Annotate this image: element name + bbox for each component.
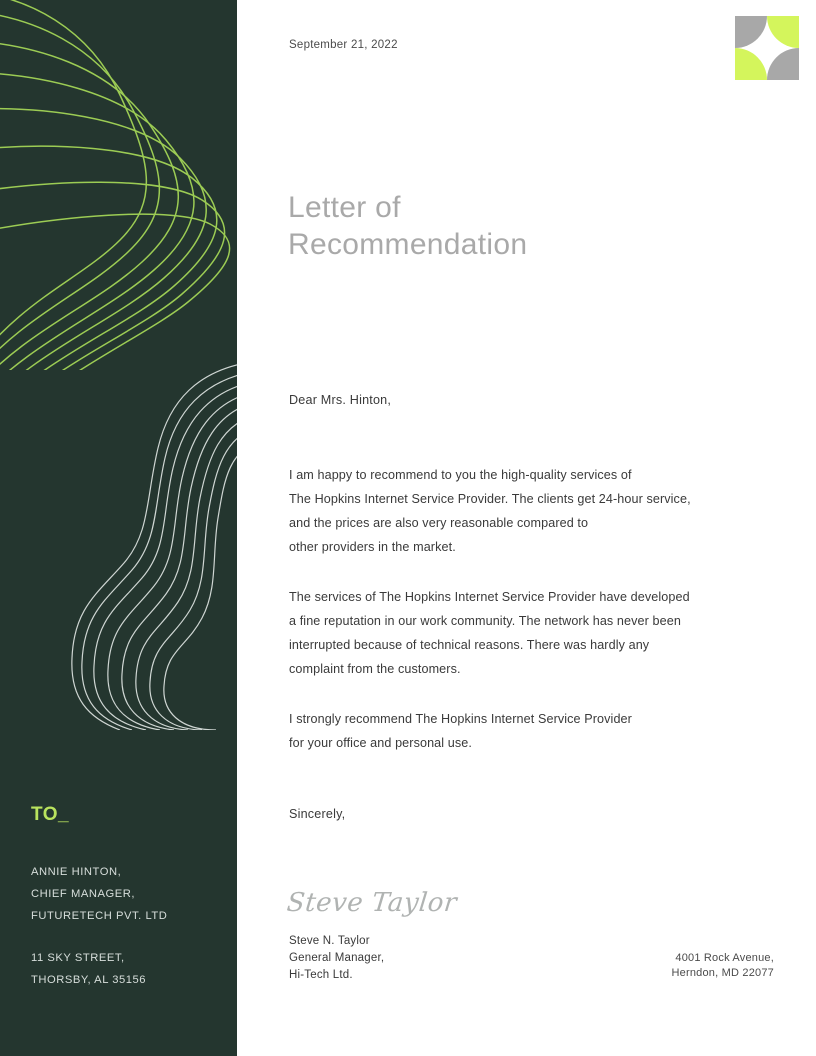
recipient-line: CHIEF MANAGER, <box>31 887 136 900</box>
page-title <box>288 189 718 263</box>
closing: Sincerely, <box>289 807 346 821</box>
paragraph <box>289 585 779 681</box>
paragraph-line: a fine reputation in our work community. The network has never been <box>289 614 681 628</box>
paragraph <box>289 463 779 559</box>
paragraph-line: The services of The Hopkins Internet Service Provider have developed <box>289 590 690 604</box>
recipient-address-line: 11 SKY STREET, <box>31 952 125 965</box>
brand-logo-icon <box>735 16 799 80</box>
paragraph-line: I strongly recommend The Hopkins Internet Service Provider <box>289 712 632 726</box>
recipient-line: ANNIE HINTON, <box>31 866 122 878</box>
paragraph-line: interrupted because of technical reasons. There was hardly any <box>289 638 650 652</box>
paragraph-line: and the prices are also very reasonable compared to <box>289 516 589 530</box>
letter-date: September 21, 2022 <box>289 39 398 51</box>
company-address-line: Herndon, MD 22077 <box>671 967 774 979</box>
recipient-block <box>31 805 221 992</box>
paragraph-line: The Hopkins Internet Service Provider. The clients get 24-hour service, <box>289 492 691 506</box>
decorative-green-waves <box>0 0 237 370</box>
signature: Steve Taylor <box>285 888 459 918</box>
salutation: Dear Mrs. Hinton, <box>289 393 392 407</box>
to-label: TO_ <box>31 804 70 825</box>
signer-block <box>289 933 384 984</box>
signer-company: Hi-Tech Ltd. <box>289 969 353 981</box>
recipient-address-line: THORSBY, AL 35156 <box>31 974 147 987</box>
company-address-line: 4001 Rock Avenue, <box>675 952 774 964</box>
title-line-2: Recommendation <box>288 228 528 261</box>
paragraph-line: complaint from the customers. <box>289 662 461 676</box>
signer-name: Steve N. Taylor <box>289 935 370 947</box>
signer-title: General Manager, <box>289 952 385 964</box>
sidebar-panel <box>0 0 237 1056</box>
title-line-1: Letter of <box>288 191 401 224</box>
recipient-address-block <box>31 948 221 992</box>
paragraph <box>289 707 779 755</box>
company-address <box>672 951 774 981</box>
letter-body-text <box>289 463 779 781</box>
letter-body-panel <box>237 0 816 1056</box>
paragraph-line: other providers in the market. <box>289 540 456 554</box>
decorative-light-waves <box>0 358 237 730</box>
recipient-line: FUTURETECH PVT. LTD <box>31 909 168 922</box>
recipient-name-block <box>31 862 221 927</box>
paragraph-line: I am happy to recommend to you the high-quality services of <box>289 468 632 482</box>
paragraph-line: for your office and personal use. <box>289 736 472 750</box>
